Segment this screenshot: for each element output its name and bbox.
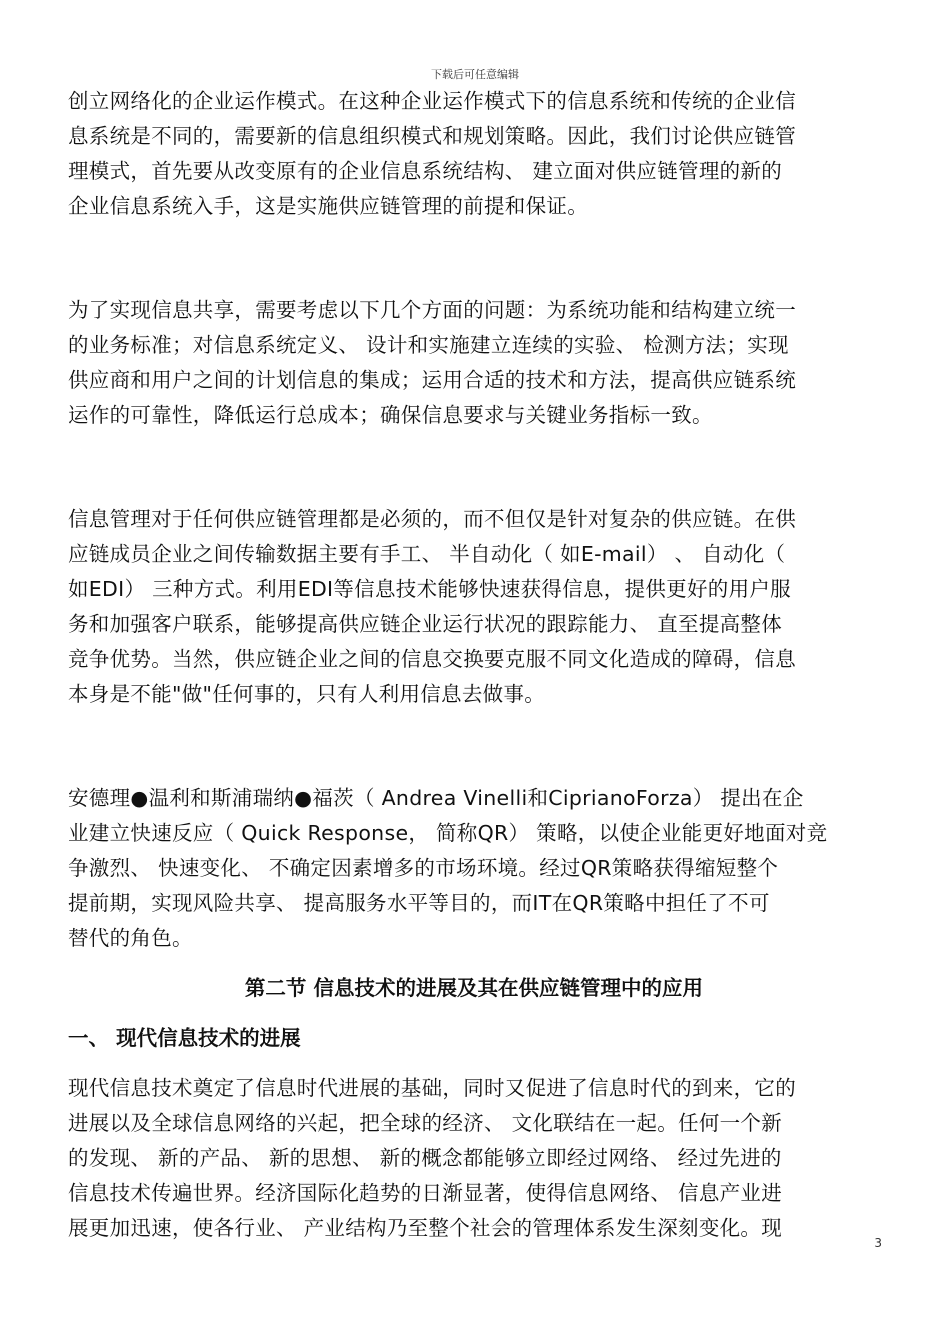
paragraph-gap [68, 224, 880, 293]
section-gap [68, 956, 880, 971]
header-note: 下载后可任意编辑 [431, 68, 519, 81]
section-gap [68, 1006, 880, 1021]
paragraph-1: 创立网络化的企业运作模式。在这种企业运作模式下的信息系统和传统的企业信 息系统是不同的，需要新的信息组织模式和规划策略。因此，我们讨论供应链管 理模式，首先要从改变原有的企业信息系统结构、 建立面对供应链管理的新的 企业信息系统入手，这是实施供应链管理的前提和保证。 [68, 89, 796, 218]
section-gap [68, 1056, 880, 1071]
paragraph-2: 为了实现信息共享，需要考虑以下几个方面的问题：为系统功能和结构建立统一 的业务标准；对信息系统定义、 设计和实施建立连续的实验、 检测方法；实现 供应商和用户之间的计划信息的集成；运用合适的技术和方法，提高供应链系统 运作的可靠性，降低运行总成本；确保信息要求与关键业务指标一致。 [68, 298, 796, 427]
paragraph-gap [68, 433, 880, 502]
page-number: 3 [874, 1236, 882, 1250]
paragraph-gap [68, 712, 880, 781]
document-body [68, 84, 880, 1246]
paragraph-4: 安德理●温利和斯浦瑞纳●福茨（ Andrea Vinelli和CiprianoForza） 提出在企 业建立快速反应（ Quick Response， 简称QR） 策略，以使企业能更好地面对竞 争激烈、 快速变化、 不确定因素增多的市场环境。经过QR策略获得缩短整个 提前期，实现风险共享、 提高服务水平等目的，而IT在QR策略中担任了不可 替代的角色。 [68, 786, 828, 950]
sub-heading: 一、 现代信息技术的进展 [68, 1026, 301, 1050]
paragraph-5: 现代信息技术奠定了信息时代进展的基础，同时又促进了信息时代的到来，它的 进展以及全球信息网络的兴起，把全球的经济、 文化联结在一起。任何一个新 的发现、 新的产品、 新的思想、 新的概念都能够立即经过网络、 经过先进的 信息技术传遍世界。经济国际化趋势的日渐显著，使得信息网络、 信息产业进 展更加迅速，使各行业、 产业结构乃至整个社会的管理体系发生深刻变化。现 [68, 1076, 796, 1240]
section-heading: 第二节 信息技术的进展及其在供应链管理中的应用 [244, 976, 704, 1000]
paragraph-3: 信息管理对于任何供应链管理都是必须的，而不但仅是针对复杂的供应链。在供 应链成员企业之间传输数据主要有手工、 半自动化（ 如E-mail） 、 自动化（ 如EDI） 三种方式。利用EDI等信息技术能够快速获得信息，提供更好的用户服 务和加强客户联系，能够提高供应链企业运行状况的跟踪能力、 直至提高整体 竞争优势。当然，供应链企业之间的信息交换要克服不同文化造成的障碍，信息 本身是不能"做"任何事的，只有人利用信息去做事。 [68, 507, 796, 706]
